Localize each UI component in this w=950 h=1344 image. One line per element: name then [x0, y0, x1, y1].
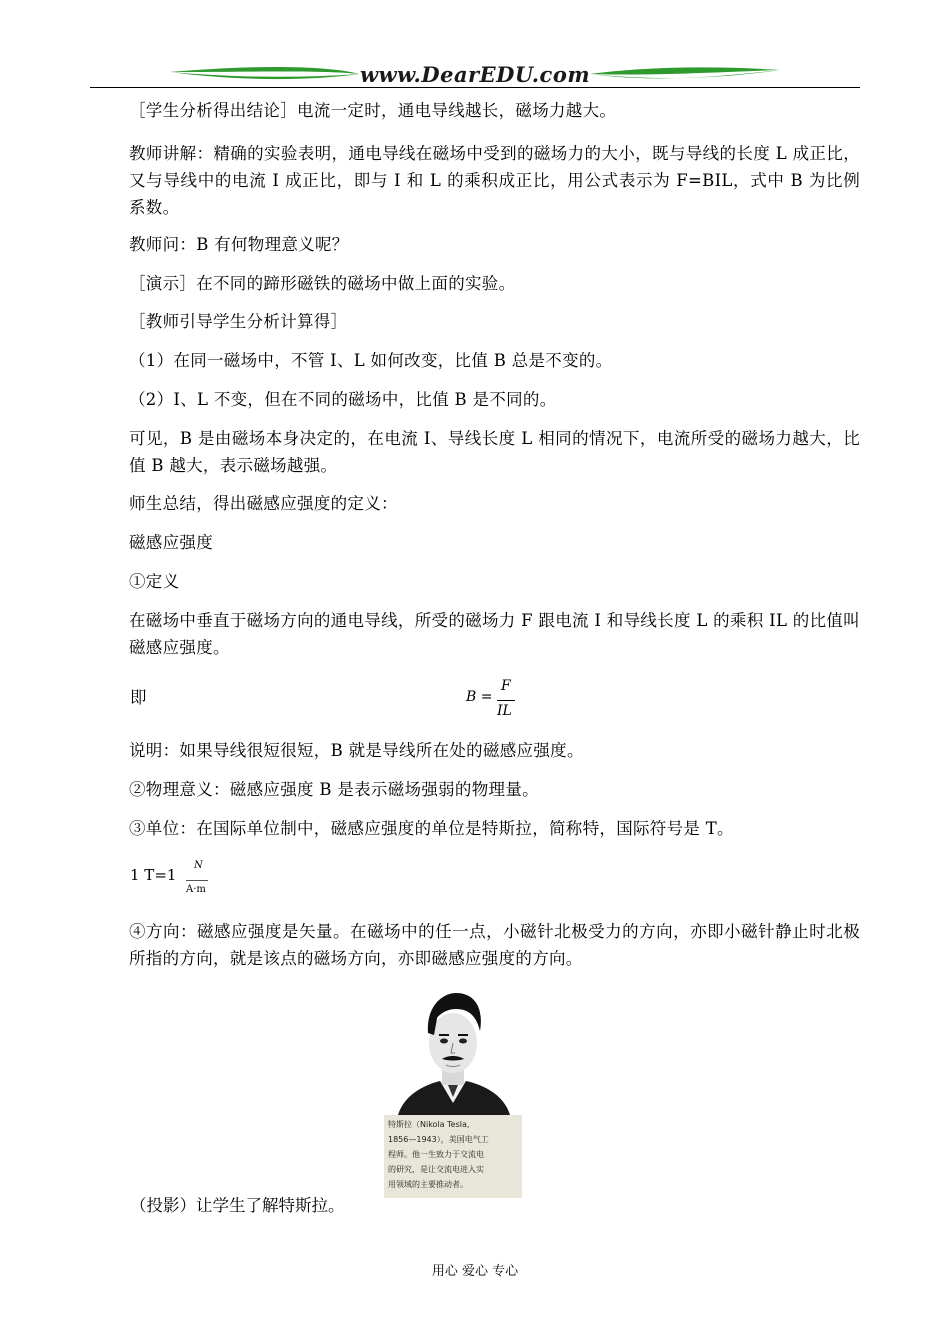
paragraph-student-conclusion: ［学生分析得出结论］电流一定时，通电导线越长，磁场力越大。 [129, 101, 617, 120]
paragraph-physical-meaning: ②物理意义：磁感应强度 B 是表示磁场强弱的物理量。 [129, 780, 539, 799]
page-footer: 用心 爱心 专心 [431, 1264, 519, 1279]
paragraph-direction: ④方向：磁感应强度是矢量。在磁场中的任一点，小磁针北极受力的方向，亦即小磁针静止时北极所指的方向，就是该点的磁场方向，亦即磁感应强度的方向。 [129, 922, 860, 968]
caption-line: 特斯拉（Nikola Tesla, [388, 1120, 470, 1129]
caption-line: 1856—1943），美国电气工 [388, 1135, 489, 1144]
formula-denominator: IL [497, 703, 512, 719]
paragraph-definition: 在磁场中垂直于磁场方向的通电导线，所受的磁场力 F 跟电流 I 和导线长度 L 的乘积 IL 的比值叫磁感应强度。 [129, 611, 860, 657]
caption-line: 用领域的主要推动者。 [388, 1180, 468, 1189]
unit-equation-text: 1 T=1 [130, 866, 177, 884]
paragraph-guided-analysis: ［教师引导学生分析计算得］ [129, 312, 348, 331]
caption-line: 的研究，是让交流电进入实 [388, 1165, 484, 1174]
paragraph-projection: （投影）让学生了解特斯拉。 [130, 1196, 345, 1215]
formula-fraction-bar [497, 700, 515, 701]
paragraph-unit: ③单位：在国际单位制中，磁感应强度的单位是特斯拉，简称特，国际符号是 T。 [129, 819, 734, 838]
heading-definition: ①定义 [129, 572, 180, 591]
formula-b-equals-f-over-il [466, 678, 526, 724]
formula-numerator: F [501, 678, 511, 694]
tesla-caption [384, 1115, 522, 1198]
paragraph-conclusion: 可见，B 是由磁场本身决定的，在电流 I、导线长度 L 相同的情况下，电流所受的磁场力越大，比值 B 越大，表示磁场越强。 [129, 429, 860, 475]
formula-lhs: B = [466, 689, 493, 705]
site-logo-text: www.DearEDU.com [359, 62, 591, 87]
paragraph-demonstration: ［演示］在不同的蹄形磁铁的磁场中做上面的实验。 [129, 274, 516, 293]
formula-label: 即 [130, 688, 147, 707]
paragraph-teacher-explanation: 教师讲解：精确的实验表明，通电导线在磁场中受到的磁场力的大小，既与导线的长度 L 成正比，又与导线中的电流 I 成正比，即与 I 和 L 的乘积成正比，用公式表示为 F=BIL，式中 B 为比例系数。 [129, 144, 860, 217]
paragraph-teacher-question: 教师问：B 有何物理意义呢？ [129, 235, 349, 254]
paragraph-point-1: （1）在同一磁场中，不管 I、L 如何改变，比值 B 总是不变的。 [129, 351, 613, 370]
unit-numerator: N [194, 860, 203, 871]
tesla-figure [384, 985, 522, 1213]
unit-denominator: A·m [186, 884, 206, 895]
heading-magnetic-induction: 磁感应强度 [129, 533, 213, 552]
unit-fraction-bar [186, 880, 208, 881]
tesla-portrait-image [384, 985, 522, 1115]
paragraph-point-2: （2）I、L 不变，但在不同的磁场中，比值 B 是不同的。 [129, 390, 557, 409]
paragraph-summary: 师生总结，得出磁感应强度的定义： [129, 494, 398, 513]
caption-line: 程师。他一生致力于交流电 [388, 1150, 484, 1159]
unit-fraction [186, 860, 208, 906]
paragraph-note: 说明：如果导线很短很短，B 就是导线所在处的磁感应强度。 [129, 741, 584, 760]
header-divider [90, 87, 860, 88]
